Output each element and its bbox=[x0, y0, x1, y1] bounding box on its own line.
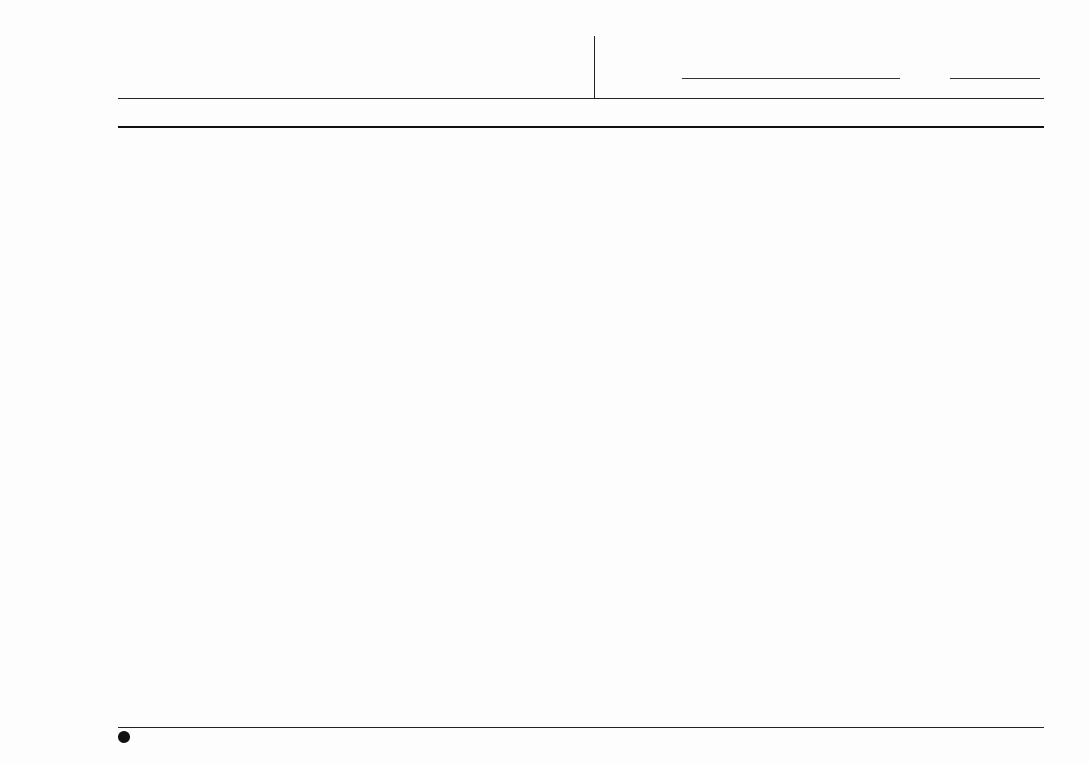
cbs-logo-icon bbox=[118, 731, 130, 743]
footer-rule bbox=[118, 727, 1044, 728]
